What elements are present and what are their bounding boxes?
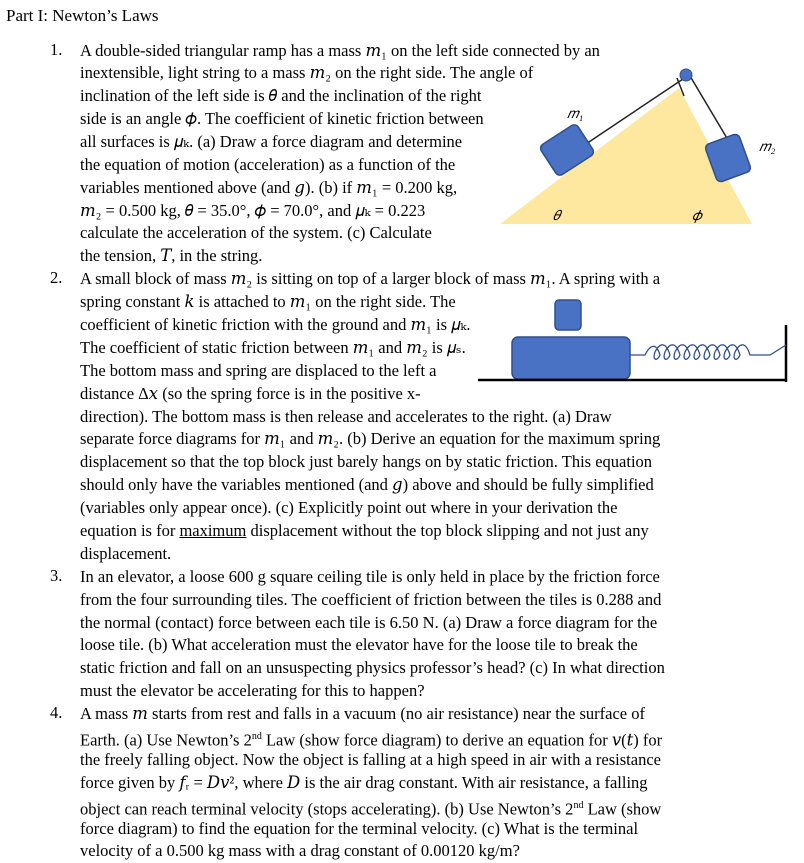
problem-line: inextensible, light string to a mass 𝑚₂ on the right side. The angle of [80,63,534,82]
problem-number: 3. [50,566,63,585]
problem-line: The coefficient of static friction between 𝑚₁ and 𝑚₂ is 𝜇ₛ. [80,338,466,357]
problem-line: A small block of mass 𝑚₂ is sitting on top of a larger block of mass 𝑚₁. A spring with a [80,269,661,288]
problem-line: all surfaces is 𝜇ₖ. (a) Draw a force diagram and determine [80,132,463,151]
problem-line: force diagram) to find the equation for the terminal velocity. (c) What is the terminal [80,819,639,838]
problem-line: A mass 𝑚 starts from rest and falls in a vacuum (no air resistance) near the surface of [80,704,645,723]
problem-line: 𝑚₂ = 0.500 kg, 𝜃 = 35.0°, 𝜙 = 70.0°, and 𝜇ₖ = 0.223 [80,201,426,220]
problem-line: The bottom mass and spring are displaced to the left a [80,361,437,380]
line-text: object can reach terminal velocity (stops accelerating). (b) Use Newton’s 2 [80,799,574,819]
problem-line [80,726,662,751]
problem-line: direction). The bottom mass is then release and accelerates to the right. (a) Draw [80,407,612,426]
problem-line: side is an angle 𝜙. The coefficient of kinetic friction between [80,109,484,128]
problem-line: the equation of motion (acceleration) as a function of the [80,155,456,174]
problem-line [80,795,661,820]
problem-line: should only have the variables mentioned (and 𝑔) above and should be fully simplified [80,475,654,494]
problem-line: the normal (contact) force between each tile is 6.50 N. (a) Draw a force diagram for the [80,613,658,632]
label-m1: 𝑚₁ [567,107,584,122]
line-text: equation is for [80,521,180,540]
superscript: nd [573,800,584,811]
block-m1 [512,337,630,379]
problem-number: 1. [50,40,63,59]
block-m2 [555,300,581,330]
underlined-word: maximum [179,521,247,540]
label-theta: 𝜃 [553,209,561,224]
problem-line: must the elevator be accelerating for this to happen? [80,681,425,700]
label-m2: 𝑚₂ [759,140,776,155]
problem-number: 2. [50,268,63,287]
problem-line: the freely falling object. Now the object is falling at a high speed in air with a resistance [80,750,661,769]
problem-line: displacement so that the top block just barely hangs on by static friction. This equation [80,452,653,471]
problem-line: velocity of a 0.500 kg mass with a drag constant of 0.00120 kg/m? [80,841,520,860]
line-text: displacement without the top block slipping and not just any [246,521,649,540]
line-text: Law (show [583,799,662,819]
problem-line: from the four surrounding tiles. The coefficient of friction between the tiles is 0.288 and [80,590,662,609]
line-text: Law (show force diagram) to derive an equation for 𝑣(𝑡) for [261,730,663,750]
problem-line: spring constant 𝑘 is attached to 𝑚₁ on the right side. The [80,292,456,311]
problem-line: coefficient of kinetic friction with the ground and 𝑚₁ is 𝜇ₖ. [80,315,471,334]
problem-line: In an elevator, a loose 600 g square ceiling tile is only held in place by the friction force [80,567,660,586]
problem-line: static friction and fall on an unsuspecting physics professor’s head? (c) In what direction [80,658,665,677]
problem-line: distance Δ𝑥 (so the spring force is in the positive x- [80,384,421,403]
problem-line: the tension, 𝑇, in the string. [80,246,263,265]
line-text: Earth. (a) Use Newton’s 2 [80,730,252,750]
problem-line: A double-sided triangular ramp has a mass 𝑚₁ on the left side connected by an [80,41,600,60]
problem-line: displacement. [80,544,172,563]
problem-line: inclination of the left side is 𝜃 and the inclination of the right [80,86,482,105]
problem-line: (variables only appear once). (c) Explicitly point out where in your derivation the [80,498,618,517]
page-title: Part I: Newton’s Laws [6,6,159,25]
problem-line: variables mentioned above (and 𝑔). (b) if 𝑚₁ = 0.200 kg, [80,178,458,197]
problem-number: 4. [50,703,63,722]
problem-line: calculate the acceleration of the system. (c) Calculate [80,223,432,242]
problem-line: separate force diagrams for 𝑚₁ and 𝑚₂. (b) Derive an equation for the maximum spring [80,429,661,448]
problem-line: loose tile. (b) What acceleration must the elevator have for the loose tile to break the [80,635,638,654]
superscript: nd [251,731,262,742]
label-phi: 𝜙 [692,209,702,224]
problem-line: force given by 𝑓ᵣ = 𝐷𝑣², where 𝐷 is the air drag constant. With air resistance, a falling [80,773,648,792]
spring [630,345,786,359]
